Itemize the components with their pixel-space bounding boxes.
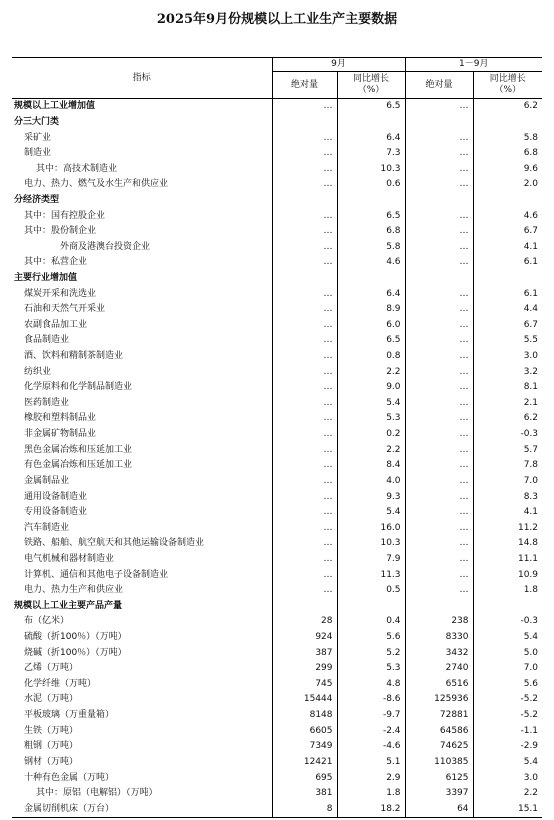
abs-value-sep: … <box>272 411 337 427</box>
yoy-value-ytd: 5.7 <box>473 442 542 458</box>
abs-value-sep: … <box>272 146 337 162</box>
yoy-value-ytd: 4.4 <box>473 302 542 318</box>
yoy-value-ytd: 6.7 <box>473 318 542 334</box>
yoy-value-ytd: 5.4 <box>473 755 542 771</box>
yoy-value-sep: 10.3 <box>337 536 405 552</box>
row-label: 化学原料和化学制品制造业 <box>24 382 133 393</box>
row-label: 金属制品业 <box>24 475 70 486</box>
yoy-value-sep: -4.6 <box>337 739 405 755</box>
yoy-value-ytd: 8.3 <box>473 489 542 505</box>
yoy-value-sep: 9.0 <box>337 380 405 396</box>
abs-value-ytd: … <box>405 286 473 302</box>
row-label: 其中：高技术制造业 <box>36 163 118 174</box>
yoy-value-ytd: 5.8 <box>473 130 542 146</box>
abs-value-ytd: … <box>405 333 473 349</box>
yoy-value-ytd: 4.1 <box>473 505 542 521</box>
yoy-value-ytd: 2.2 <box>473 786 542 802</box>
row-label: 分三大门类 <box>14 116 60 127</box>
row-label: 采矿业 <box>24 132 52 143</box>
yoy-value-sep: 5.2 <box>337 645 405 661</box>
abs-value-sep: 6605 <box>272 723 337 739</box>
table-row <box>12 442 542 458</box>
yoy-value-sep: 6.5 <box>337 333 405 349</box>
yoy-value-sep: 0.4 <box>337 614 405 630</box>
abs-value-ytd: 72881 <box>405 708 473 724</box>
yoy-value-ytd: 7.8 <box>473 458 542 474</box>
row-label: 硫酸（折100％）（万吨） <box>24 632 127 643</box>
yoy-value-ytd: 5.4 <box>473 630 542 646</box>
table-row <box>12 614 542 630</box>
yoy-value-ytd: 5.0 <box>473 645 542 661</box>
abs-value-ytd: … <box>405 364 473 380</box>
yoy-value-sep: 2.2 <box>337 364 405 380</box>
yoy-value-sep <box>337 599 405 615</box>
yoy-value-ytd: 2.0 <box>473 177 542 193</box>
table-row <box>12 193 542 209</box>
abs-value-ytd: 6125 <box>405 770 473 786</box>
table-row <box>12 520 542 536</box>
abs-value-ytd: 3397 <box>405 786 473 802</box>
abs-value-ytd: 8330 <box>405 630 473 646</box>
row-label: 电力、热力、燃气及水生产和供应业 <box>24 179 169 190</box>
industrial-data-table <box>12 57 542 818</box>
abs-value-sep: 12421 <box>272 755 337 771</box>
table-row <box>12 333 542 349</box>
abs-value-sep: … <box>272 318 337 334</box>
yoy-value-sep: 6.4 <box>337 130 405 146</box>
yoy-value-ytd: 7.0 <box>473 474 542 490</box>
yoy-value-ytd: 2.1 <box>473 396 542 412</box>
yoy-value-sep: 8.9 <box>337 302 405 318</box>
abs-value-sep: … <box>272 396 337 412</box>
table-row <box>12 302 542 318</box>
table-row <box>12 458 542 474</box>
abs-value-ytd: … <box>405 520 473 536</box>
abs-value-sep: … <box>272 567 337 583</box>
table-row <box>12 349 542 365</box>
abs-value-ytd: 110385 <box>405 755 473 771</box>
abs-value-sep: … <box>272 99 337 115</box>
row-label: 布（亿米） <box>24 616 70 627</box>
table-row <box>12 630 542 646</box>
row-label: 铁路、船舶、航空航天和其他运输设备制造业 <box>24 538 205 549</box>
yoy-value-sep: 6.5 <box>337 99 405 115</box>
abs-value-sep: … <box>272 224 337 240</box>
header-row-groups <box>12 58 542 72</box>
row-label: 电力、热力生产和供应业 <box>24 585 124 596</box>
abs-value-ytd: … <box>405 536 473 552</box>
header-yoy-line2: （%） <box>357 85 385 95</box>
row-label: 煤炭开采和洗选业 <box>24 288 97 299</box>
abs-value-ytd: … <box>405 442 473 458</box>
abs-value-sep: … <box>272 442 337 458</box>
yoy-value-sep: 6.0 <box>337 318 405 334</box>
table-row <box>12 115 542 131</box>
row-label: 通用设备制造业 <box>24 491 88 502</box>
row-label: 农副食品加工业 <box>24 319 88 330</box>
abs-value-ytd: … <box>405 427 473 443</box>
yoy-value-ytd: 6.1 <box>473 286 542 302</box>
table-row <box>12 645 542 661</box>
abs-value-ytd: … <box>405 474 473 490</box>
abs-value-sep: 745 <box>272 677 337 693</box>
row-label: 粗钢（万吨） <box>24 741 79 752</box>
yoy-value-sep: 5.1 <box>337 755 405 771</box>
table-row <box>12 271 542 287</box>
table-row <box>12 567 542 583</box>
yoy-value-ytd: 6.2 <box>473 411 542 427</box>
yoy-value-sep: 0.8 <box>337 349 405 365</box>
yoy-value-sep <box>337 115 405 131</box>
abs-value-sep: … <box>272 161 337 177</box>
abs-value-sep: … <box>272 520 337 536</box>
abs-value-ytd: … <box>405 255 473 271</box>
abs-value-ytd: … <box>405 583 473 599</box>
abs-value-ytd <box>405 599 473 615</box>
abs-value-ytd: … <box>405 505 473 521</box>
yoy-value-sep: 5.3 <box>337 661 405 677</box>
row-label: 有色金属冶炼和压延加工业 <box>24 460 133 471</box>
row-label: 规模以上工业增加值 <box>14 101 96 112</box>
yoy-value-ytd: 3.0 <box>473 349 542 365</box>
yoy-value-ytd: -5.2 <box>473 708 542 724</box>
abs-value-sep: … <box>272 505 337 521</box>
yoy-value-sep: 6.5 <box>337 208 405 224</box>
yoy-value-ytd: 3.2 <box>473 364 542 380</box>
abs-value-sep: … <box>272 349 337 365</box>
abs-value-ytd: 125936 <box>405 692 473 708</box>
abs-value-ytd: 64 <box>405 801 473 817</box>
abs-value-ytd: … <box>405 318 473 334</box>
yoy-value-ytd: 4.1 <box>473 239 542 255</box>
abs-value-ytd: … <box>405 458 473 474</box>
abs-value-ytd: 64586 <box>405 723 473 739</box>
abs-value-ytd: … <box>405 224 473 240</box>
abs-value-sep: 695 <box>272 770 337 786</box>
row-label: 分经济类型 <box>14 194 60 205</box>
yoy-value-ytd: 5.5 <box>473 333 542 349</box>
abs-value-sep: … <box>272 552 337 568</box>
table-row <box>12 99 542 115</box>
yoy-value-ytd: 15.1 <box>473 801 542 817</box>
yoy-value-ytd: 11.1 <box>473 552 542 568</box>
row-label: 平板玻璃（万重量箱） <box>24 710 115 721</box>
row-label: 计算机、通信和其他电子设备制造业 <box>24 569 169 580</box>
row-label: 其中：原铝（电解铝）（万吨） <box>36 788 158 799</box>
abs-value-sep: 7349 <box>272 739 337 755</box>
abs-value-ytd: 238 <box>405 614 473 630</box>
abs-value-sep: … <box>272 208 337 224</box>
abs-value-sep: … <box>272 177 337 193</box>
yoy-value-sep: 9.3 <box>337 489 405 505</box>
yoy-value-ytd: 10.9 <box>473 567 542 583</box>
abs-value-ytd: … <box>405 567 473 583</box>
header-group-jan-sep: 1－9月 <box>405 58 542 72</box>
header-abs-sep: 绝对量 <box>272 72 337 99</box>
abs-value-ytd: … <box>405 349 473 365</box>
yoy-value-ytd: 6.8 <box>473 146 542 162</box>
abs-value-sep: 381 <box>272 786 337 802</box>
yoy-value-ytd: 8.1 <box>473 380 542 396</box>
abs-value-sep: 8148 <box>272 708 337 724</box>
header-yoy-ytd <box>473 72 542 99</box>
table-row <box>12 677 542 693</box>
yoy-value-sep: 8.4 <box>337 458 405 474</box>
yoy-value-ytd: -1.1 <box>473 723 542 739</box>
abs-value-ytd: … <box>405 130 473 146</box>
row-label: 钢材（万吨） <box>24 756 79 767</box>
abs-value-ytd: … <box>405 489 473 505</box>
yoy-value-sep: 5.6 <box>337 630 405 646</box>
row-label: 规模以上工业主要产品产量 <box>14 600 123 611</box>
abs-value-sep <box>272 271 337 287</box>
abs-value-ytd: … <box>405 177 473 193</box>
abs-value-sep: … <box>272 536 337 552</box>
row-label: 酒、饮料和精制茶制造业 <box>24 351 124 362</box>
table-row <box>12 161 542 177</box>
table-row <box>12 661 542 677</box>
yoy-value-ytd <box>473 193 542 209</box>
abs-value-ytd: … <box>405 239 473 255</box>
table-row <box>12 177 542 193</box>
data-table-container <box>12 57 542 818</box>
abs-value-sep: … <box>272 333 337 349</box>
row-label: 医药制造业 <box>24 397 70 408</box>
page-title: 2025年9月份规模以上工业生产主要数据 <box>156 12 398 27</box>
table-body <box>12 99 542 818</box>
header-yoy-sep <box>337 72 405 99</box>
table-row <box>12 411 542 427</box>
row-label: 外商及港澳台投资企业 <box>60 241 151 252</box>
yoy-value-sep: 5.4 <box>337 396 405 412</box>
abs-value-ytd <box>405 193 473 209</box>
row-label: 水泥（万吨） <box>24 694 79 705</box>
abs-value-ytd: … <box>405 396 473 412</box>
yoy-value-ytd: 1.8 <box>473 583 542 599</box>
abs-value-sep: … <box>272 255 337 271</box>
table-row <box>12 208 542 224</box>
row-label: 橡胶和塑料制品业 <box>24 413 97 424</box>
table-row <box>12 146 542 162</box>
yoy-value-ytd <box>473 115 542 131</box>
table-row <box>12 318 542 334</box>
header-group-september: 9月 <box>272 58 405 72</box>
row-label: 生铁（万吨） <box>24 725 79 736</box>
abs-value-sep: … <box>272 474 337 490</box>
abs-value-sep: … <box>272 583 337 599</box>
yoy-value-sep: 5.8 <box>337 239 405 255</box>
table-row <box>12 708 542 724</box>
yoy-value-ytd: 11.2 <box>473 520 542 536</box>
row-label: 烧碱（折100％）（万吨） <box>24 647 127 658</box>
row-label: 其中：国有控股企业 <box>24 210 106 221</box>
table-row <box>12 427 542 443</box>
yoy-value-sep: 0.5 <box>337 583 405 599</box>
abs-value-ytd: … <box>405 161 473 177</box>
abs-value-sep: … <box>272 239 337 255</box>
abs-value-ytd: 6516 <box>405 677 473 693</box>
yoy-value-ytd: 4.6 <box>473 208 542 224</box>
abs-value-sep: … <box>272 302 337 318</box>
abs-value-ytd: … <box>405 380 473 396</box>
abs-value-ytd: 74625 <box>405 739 473 755</box>
abs-value-ytd: … <box>405 552 473 568</box>
row-label: 其中：股份制企业 <box>24 226 97 237</box>
table-row <box>12 599 542 615</box>
table-row <box>12 130 542 146</box>
yoy-value-ytd <box>473 599 542 615</box>
yoy-value-sep: -9.7 <box>337 708 405 724</box>
row-label: 专用设备制造业 <box>24 507 88 518</box>
yoy-value-ytd: 3.0 <box>473 770 542 786</box>
table-row <box>12 786 542 802</box>
yoy-value-sep: 4.6 <box>337 255 405 271</box>
yoy-value-sep: 16.0 <box>337 520 405 536</box>
yoy-value-sep: 5.3 <box>337 411 405 427</box>
yoy-value-sep: 11.3 <box>337 567 405 583</box>
yoy-value-sep: -8.6 <box>337 692 405 708</box>
row-label: 制造业 <box>24 148 52 159</box>
row-label: 金属切削机床（万台） <box>12 801 272 817</box>
abs-value-sep: … <box>272 427 337 443</box>
yoy-value-sep: 2.9 <box>337 770 405 786</box>
abs-value-ytd: 2740 <box>405 661 473 677</box>
abs-value-ytd: … <box>405 146 473 162</box>
table-row <box>12 255 542 271</box>
yoy-value-ytd: 14.8 <box>473 536 542 552</box>
yoy-value-sep: 0.6 <box>337 177 405 193</box>
row-label: 石油和天然气开采业 <box>24 304 106 315</box>
table-row <box>12 552 542 568</box>
table-row <box>12 723 542 739</box>
yoy-value-sep: 10.3 <box>337 161 405 177</box>
row-label: 黑色金属冶炼和压延加工业 <box>24 444 133 455</box>
yoy-value-ytd: -2.9 <box>473 739 542 755</box>
yoy-value-sep: 2.2 <box>337 442 405 458</box>
table-row <box>12 801 542 817</box>
yoy-value-sep: 5.4 <box>337 505 405 521</box>
abs-value-ytd: … <box>405 411 473 427</box>
row-label: 主要行业增加值 <box>14 273 78 283</box>
abs-value-sep: 8 <box>272 801 337 817</box>
yoy-value-ytd <box>473 271 542 287</box>
table-row <box>12 505 542 521</box>
abs-value-sep: … <box>272 489 337 505</box>
table-row <box>12 755 542 771</box>
abs-value-ytd <box>405 115 473 131</box>
yoy-value-sep: 1.8 <box>337 786 405 802</box>
header-yoy-line2: （%） <box>494 85 522 95</box>
table-row <box>12 396 542 412</box>
table-row <box>12 224 542 240</box>
header-yoy-line1: 同比增长 <box>353 74 390 84</box>
row-label: 汽车制造业 <box>24 522 70 533</box>
abs-value-sep: 28 <box>272 614 337 630</box>
table-row <box>12 739 542 755</box>
table-row <box>12 692 542 708</box>
yoy-value-ytd: 5.6 <box>473 677 542 693</box>
yoy-value-sep: 4.8 <box>337 677 405 693</box>
row-label: 纺织业 <box>24 366 52 377</box>
abs-value-ytd: … <box>405 208 473 224</box>
yoy-value-ytd: -0.3 <box>473 427 542 443</box>
table-row <box>12 770 542 786</box>
yoy-value-ytd: 6.7 <box>473 224 542 240</box>
table-row <box>12 474 542 490</box>
abs-value-ytd <box>405 271 473 287</box>
abs-value-sep: 15444 <box>272 692 337 708</box>
yoy-value-sep: 4.0 <box>337 474 405 490</box>
yoy-value-ytd: 9.6 <box>473 161 542 177</box>
abs-value-sep: … <box>272 364 337 380</box>
yoy-value-sep: -2.4 <box>337 723 405 739</box>
table-row <box>12 583 542 599</box>
row-label: 乙烯（万吨） <box>24 663 79 674</box>
header-abs-ytd: 绝对量 <box>405 72 473 99</box>
table-row <box>12 489 542 505</box>
yoy-value-sep: 6.8 <box>337 224 405 240</box>
yoy-value-sep: 7.3 <box>337 146 405 162</box>
row-label: 非金属矿物制品业 <box>24 429 97 440</box>
table-row <box>12 239 542 255</box>
header-yoy-line1: 同比增长 <box>489 74 526 84</box>
abs-value-sep: 299 <box>272 661 337 677</box>
yoy-value-sep <box>337 193 405 209</box>
abs-value-sep: 387 <box>272 645 337 661</box>
row-label: 电气机械和器材制造业 <box>24 553 115 564</box>
row-label: 食品制造业 <box>24 335 70 346</box>
abs-value-ytd: … <box>405 99 473 115</box>
abs-value-sep: … <box>272 286 337 302</box>
abs-value-sep: … <box>272 458 337 474</box>
abs-value-sep <box>272 193 337 209</box>
abs-value-ytd: 3432 <box>405 645 473 661</box>
yoy-value-ytd: 6.2 <box>473 99 542 115</box>
yoy-value-ytd: 7.0 <box>473 661 542 677</box>
row-label: 十种有色金属（万吨） <box>24 772 115 783</box>
header-indicator: 指标 <box>12 58 272 99</box>
yoy-value-ytd: 6.1 <box>473 255 542 271</box>
abs-value-sep <box>272 599 337 615</box>
row-label: 其中：私营企业 <box>24 257 88 268</box>
abs-value-ytd: … <box>405 302 473 318</box>
table-row <box>12 286 542 302</box>
table-row <box>12 536 542 552</box>
yoy-value-ytd: -5.2 <box>473 692 542 708</box>
yoy-value-sep: 7.9 <box>337 552 405 568</box>
yoy-value-ytd: -0.3 <box>473 614 542 630</box>
table-row <box>12 380 542 396</box>
table-row <box>12 364 542 380</box>
abs-value-sep: … <box>272 380 337 396</box>
yoy-value-sep: 18.2 <box>337 801 405 817</box>
yoy-value-sep: 0.2 <box>337 427 405 443</box>
abs-value-sep: 924 <box>272 630 337 646</box>
yoy-value-sep <box>337 271 405 287</box>
row-label: 化学纤维（万吨） <box>24 678 97 689</box>
yoy-value-sep: 6.4 <box>337 286 405 302</box>
abs-value-sep: … <box>272 130 337 146</box>
abs-value-sep <box>272 115 337 131</box>
